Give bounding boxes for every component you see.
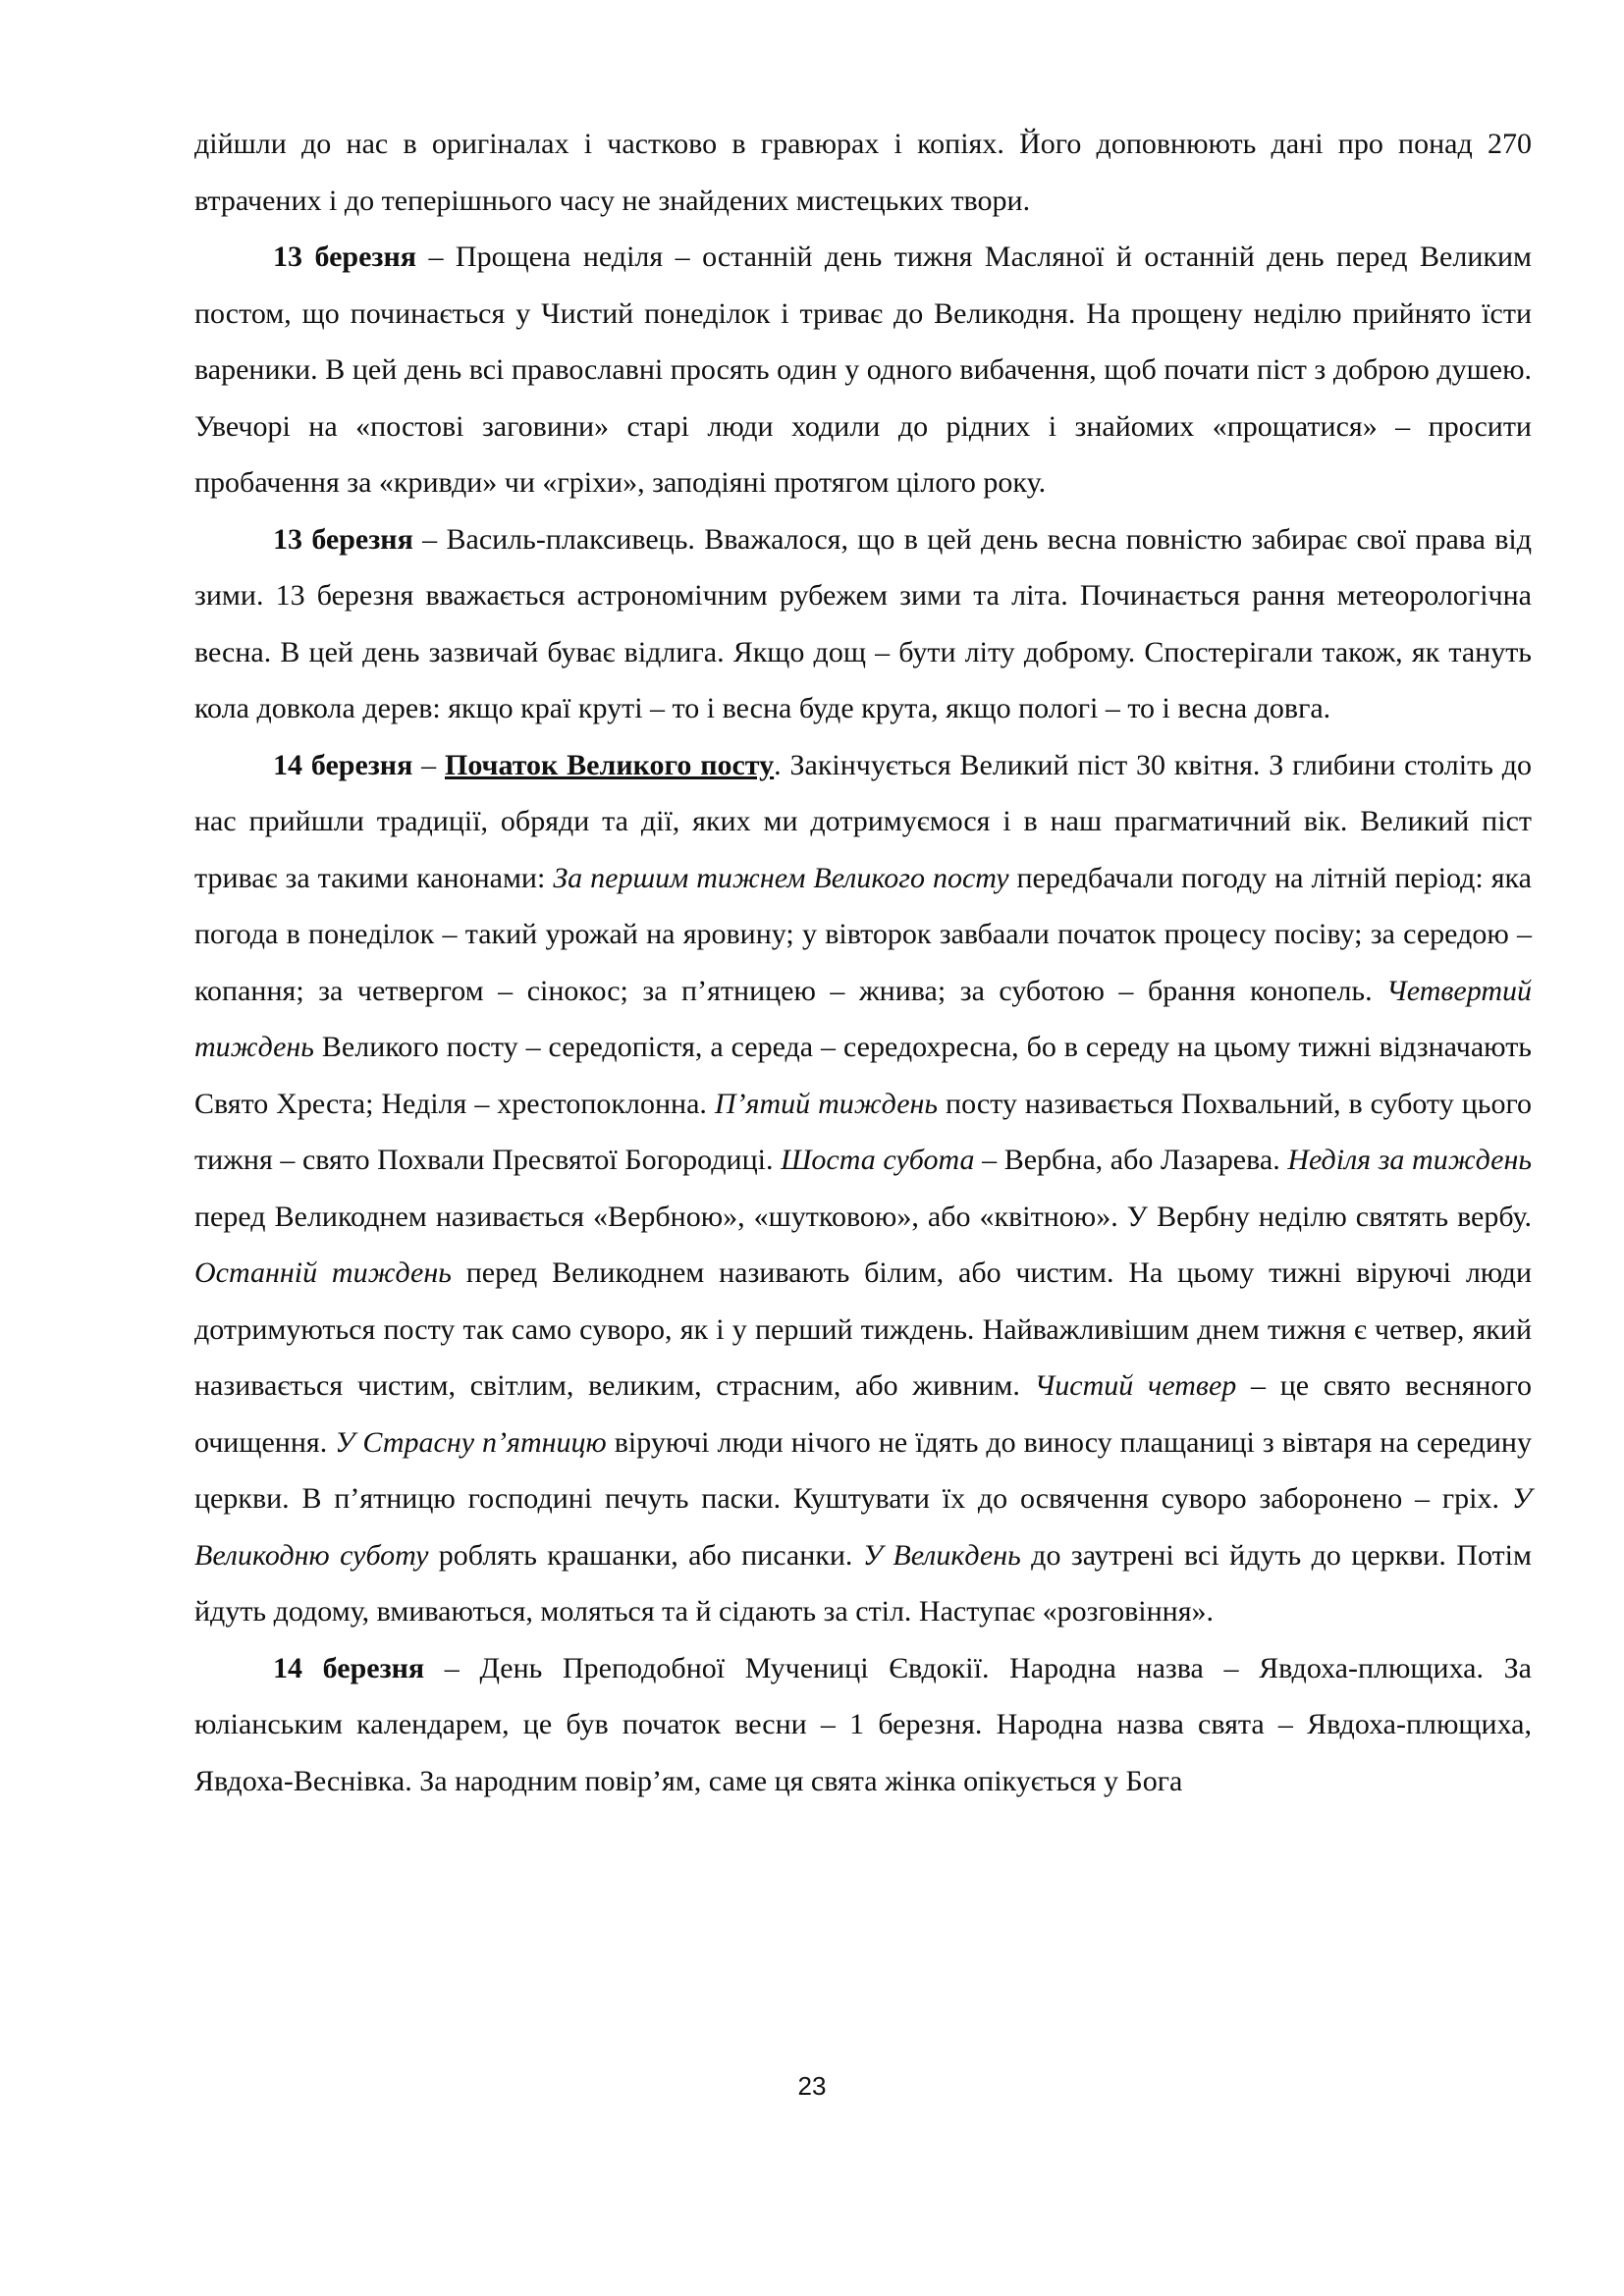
emphasis-text: Останній тиждень [194, 1256, 452, 1289]
paragraph [194, 229, 1532, 511]
date-heading: 14 березня [273, 1651, 425, 1684]
emphasis-text: Чистий четвер [1034, 1369, 1237, 1402]
text-run: посту називається Похвальний, в суботу цього тижня – свято Похвали Пресвятої Богородиці. [194, 1087, 1532, 1176]
text-run: – це свято весняного очищення. [194, 1369, 1532, 1459]
text-run: роблять крашанки, або писанки. [428, 1538, 863, 1572]
text-run: віруючі люди нічого не їдять до виносу плащаниці з вівтаря на середину церкви. В п’ятницю господині печуть паски. Куштувати їх до освячення суворо заборонено – гріх. [194, 1425, 1532, 1515]
text-run: дійшли до нас в оригіналах і частково в гравюрах і копіях. Його доповнюють дані про понад 270 втрачених і до теперішнього часу не знайдених мистецьких твори. [194, 128, 1532, 217]
date-heading: 13 березня [273, 240, 416, 273]
emphasis-text: Неділя за тиждень [1287, 1144, 1532, 1176]
emphasis-text: У Великдень [862, 1538, 1021, 1572]
emphasis-text: Четвертий тиждень [194, 974, 1532, 1063]
paragraph [194, 116, 1532, 229]
emphasis-text: П’ятий тиждень [714, 1087, 939, 1120]
paragraph [194, 737, 1532, 1640]
text-run: перед Великоднем називають білим, або чистим. На цьому тижні віруючі люди дотримуються посту так само суворо, як і у перший тиждень. Найважливішим днем тижня є четвер, який називається чистим, світлим, великим, страсним, або живним. [194, 1256, 1533, 1402]
emphasis-text: У Страсну п’ятницю [335, 1425, 607, 1459]
text-run: до заутрені всі йдуть до церкви. Потім йдуть додому, вмиваються, моляться та й сідають за стіл. Наступає «розговіння». [194, 1538, 1532, 1628]
text-run: . Закінчується Великий піст 30 квітня. З глибини століть до нас прийшли традиції, обряди та дії, яких ми дотримуємося і в наш прагматичний вік. Великий піст триває за такими канонами: [194, 748, 1532, 894]
text-run: – Василь-плаксивець. Вважалося, що в цей день весна повністю забирає свої права від зими. 13 березня вважається астрономічним рубежем зими та літа. Починається рання метеорологічна весна. В цей день зазвичай буває відлига. Якщо дощ – бути літу доброму. Спостерігали також, як тануть кола довкола дерев: якщо краї круті – то і весна буде крута, якщо пологі – то і весна довга. [194, 522, 1532, 724]
text-run: Великого посту – середопістя, а середа – середохресна, бо в середу на цьому тижні відзначають Свято Хреста; Неділя – хрестопоклонна. [194, 1031, 1532, 1120]
body-text [194, 116, 1532, 1809]
date-heading: 13 березня [273, 522, 413, 556]
paragraph [194, 511, 1532, 737]
date-heading: Початок Великого посту [445, 748, 775, 781]
text-run: – Прощена неділя – останній день тижня Масляної й останній день перед Великим постом, що починається у Чистий понеділок і триває до Великодня. На прощену неділю прийнято їсти вареники. В цей день всі православні просять один у одного вибачення, щоб почати піст з доброю душею. Увечорі на «постові заговини» старі люди ходили до рідних і знайомих «прощатися» – просити пробачення за «кривди» чи «гріхи», заподіяні протягом цілого року. [194, 240, 1532, 499]
emphasis-text: Шоста субота [781, 1144, 975, 1176]
emphasis-text: У Великодню суботу [194, 1482, 1532, 1572]
text-run: – Вербна, або Лазарева. [974, 1144, 1288, 1176]
date-heading: 14 березня [273, 748, 413, 781]
text-run: – [412, 748, 445, 781]
text-run: перед Великоднем називається «Вербною», «шутковою», або «квітною». У Вербну неділю святять вербу. [194, 1200, 1532, 1233]
paragraph [194, 1640, 1532, 1810]
text-run: передбачали погоду на літній період: яка погода в понеділок – такий урожай на яровину; у вівторок завбаали початок процесу посіву; за середою – копання; за четвергом – сінокос; за п’ятницею – жнива; за суботою – брання конопель. [194, 861, 1532, 1007]
page-number: 23 [797, 2071, 827, 2101]
text-run: – День Преподобної Мучениці Євдокії. Народна назва – Явдоха-плющиха. За юліанським календарем, це був початок весни – 1 березня. Народна назва свята – Явдоха-плющиха, Явдоха-Веснівка. За народним повір’ям, саме ця свята жінка опікується у Бога [194, 1651, 1532, 1797]
emphasis-text: За першим тижнем Великого посту [553, 861, 1009, 894]
